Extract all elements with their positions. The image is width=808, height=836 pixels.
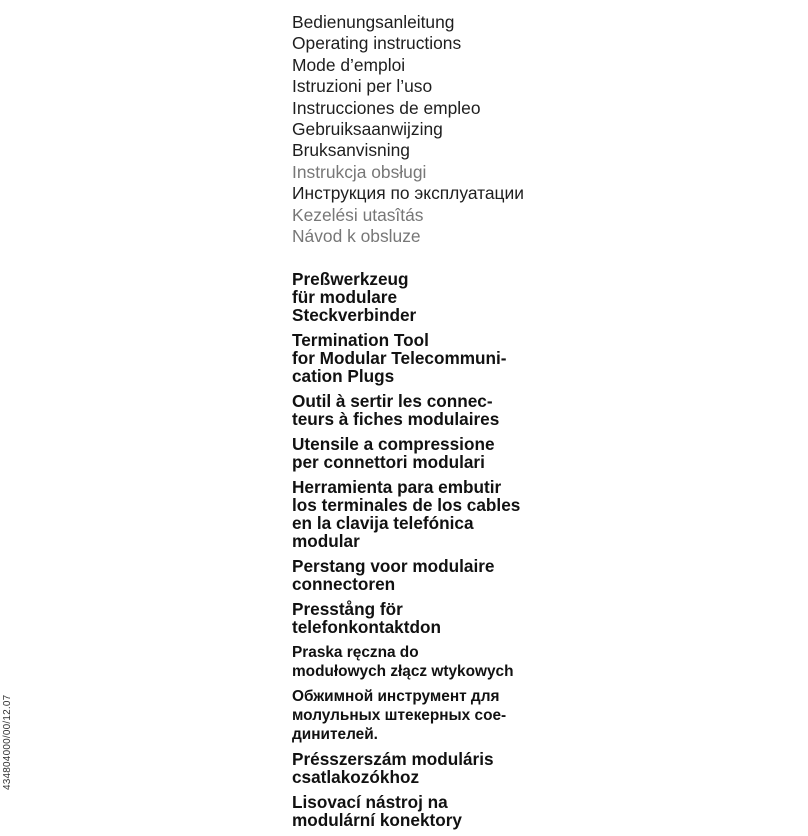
product-title-pl <box>292 643 792 681</box>
document-code: 434804000/00/12.07 <box>2 694 13 790</box>
language-list <box>292 12 792 247</box>
title-line: Presstång för <box>292 599 403 620</box>
title-line: Praska ręczna do <box>292 644 419 662</box>
product-title-en <box>292 331 792 385</box>
product-title-es <box>292 478 792 550</box>
language-item-sv: Bruksanvisning <box>292 140 410 161</box>
title-line: teurs à fiches modulaires <box>292 409 500 430</box>
title-line: cation Plugs <box>292 366 395 387</box>
language-item-es: Instrucciones de empleo <box>292 97 481 118</box>
language-item-en: Operating instructions <box>292 33 462 54</box>
language-item-ru: Инструкция по эксплуатации <box>292 183 524 204</box>
product-title-fr <box>292 392 792 428</box>
title-line: modular <box>292 531 360 552</box>
title-line: Perstang voor modulaire <box>292 556 495 577</box>
title-line: динителей. <box>292 726 378 744</box>
title-line: Utensile a compressione <box>292 434 495 455</box>
title-line: connectoren <box>292 574 396 595</box>
title-line: für modulare <box>292 287 398 308</box>
language-item-fr: Mode d’emploi <box>292 54 406 75</box>
title-line: en la clavija telefónica <box>292 513 474 534</box>
title-line: modułowych złącz wtykowych <box>292 663 514 681</box>
title-line: Lisovací nástroj na <box>292 792 448 813</box>
language-item-cs: Návod k obsluze <box>292 226 421 247</box>
title-line: молульных штекерных сое- <box>292 707 507 725</box>
title-line: Herramienta para embutir <box>292 477 502 498</box>
product-title-it <box>292 435 792 471</box>
product-title-hu <box>292 750 792 786</box>
title-line: Outil à sertir les connec- <box>292 391 493 412</box>
language-item-nl: Gebruiksaanwijzing <box>292 119 443 140</box>
language-item-de: Bedienungsanleitung <box>292 12 455 32</box>
product-title-sv <box>292 600 792 636</box>
language-item-pl: Instrukcja obsługi <box>292 161 427 182</box>
title-line: Preßwerkzeug <box>292 269 409 290</box>
product-title-ru <box>292 687 792 744</box>
title-line: telefonkontaktdon <box>292 617 441 638</box>
title-line: per connettori modulari <box>292 452 485 473</box>
title-line: Steckverbinder <box>292 305 417 326</box>
title-line: Termination Tool <box>292 330 429 351</box>
product-title-list <box>292 270 792 829</box>
title-line: csatlakozókhoz <box>292 767 420 788</box>
product-title-nl <box>292 557 792 593</box>
language-item-hu: Kezelési utasîtás <box>292 204 424 225</box>
title-line: los terminales de los cables <box>292 495 521 516</box>
title-line: modulární konektory <box>292 810 462 831</box>
document-content <box>292 12 792 836</box>
title-line: Обжимной инструмент для <box>292 688 500 706</box>
title-line: Présszerszám moduláris <box>292 749 494 770</box>
language-item-it: Istruzioni per l’uso <box>292 76 433 97</box>
title-line: for Modular Telecommuni- <box>292 348 507 369</box>
product-title-de <box>292 270 792 324</box>
product-title-cs <box>292 793 792 829</box>
